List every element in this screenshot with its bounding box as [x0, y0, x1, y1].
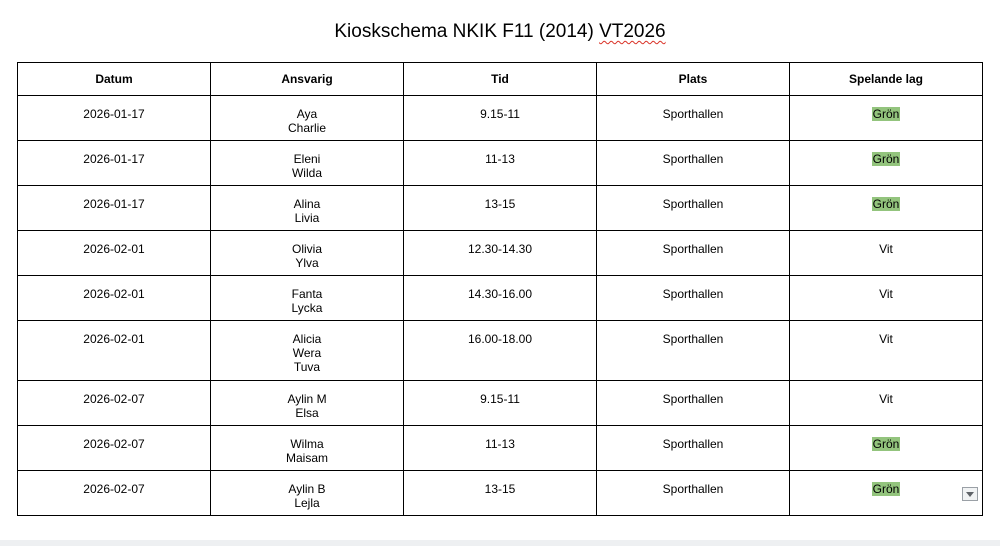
table-row [18, 186, 983, 231]
cell-ansvarig[interactable] [211, 141, 404, 186]
cell-ansvarig[interactable] [211, 321, 404, 381]
bottom-scroll-area [0, 540, 1000, 546]
table-row [18, 231, 983, 276]
person-name: Alina [293, 197, 321, 211]
table-row [18, 141, 983, 186]
person-name: Eleni [293, 152, 321, 166]
title-text: Kioskschema NKIK F11 (2014) [334, 21, 600, 42]
person-name: Lycka [291, 301, 323, 315]
cell-spelande-lag[interactable] [790, 471, 983, 516]
cell-spelande-lag[interactable] [790, 426, 983, 471]
table-row [18, 321, 983, 381]
cell-datum[interactable]: 2026-01-17 [18, 186, 211, 231]
cell-datum[interactable]: 2026-02-01 [18, 231, 211, 276]
cell-tid[interactable]: 16.00-18.00 [404, 321, 597, 381]
person-name: Aya [296, 107, 318, 121]
chevron-down-icon [966, 492, 974, 497]
schedule-body [18, 96, 983, 516]
cell-plats[interactable]: Sporthallen [597, 426, 790, 471]
team-label: Grön [872, 482, 900, 496]
cell-spelande-lag[interactable] [790, 381, 983, 426]
person-name: Tuva [293, 360, 321, 374]
cell-plats[interactable]: Sporthallen [597, 96, 790, 141]
cell-ansvarig[interactable] [211, 471, 404, 516]
table-row [18, 471, 983, 516]
cell-spelande-lag[interactable] [790, 141, 983, 186]
kiosk-schedule-table [17, 62, 983, 516]
cell-plats[interactable]: Sporthallen [597, 381, 790, 426]
person-name: Lejla [294, 496, 320, 510]
team-label: Grön [872, 152, 900, 166]
cell-plats[interactable]: Sporthallen [597, 276, 790, 321]
cell-tid[interactable]: 11-13 [404, 141, 597, 186]
cell-spelande-lag[interactable] [790, 96, 983, 141]
team-label: Vit [879, 242, 893, 256]
cell-spelande-lag[interactable] [790, 231, 983, 276]
cell-ansvarig[interactable] [211, 96, 404, 141]
cell-tid[interactable]: 13-15 [404, 186, 597, 231]
cell-ansvarig[interactable] [211, 231, 404, 276]
cell-spelande-lag[interactable] [790, 186, 983, 231]
cell-tid[interactable]: 12.30-14.30 [404, 231, 597, 276]
team-label: Vit [879, 287, 893, 301]
cell-plats[interactable]: Sporthallen [597, 186, 790, 231]
cell-tid[interactable]: 14.30-16.00 [404, 276, 597, 321]
document-title [0, 20, 1000, 44]
table-row [18, 276, 983, 321]
header-ansvarig[interactable]: Ansvarig [211, 63, 404, 96]
person-name: Wilda [291, 166, 322, 180]
header-plats[interactable]: Plats [597, 63, 790, 96]
team-label: Vit [879, 392, 893, 406]
team-label: Grön [872, 107, 900, 121]
cell-datum[interactable]: 2026-02-07 [18, 471, 211, 516]
cell-tid[interactable]: 9.15-11 [404, 381, 597, 426]
header-datum[interactable]: Datum [18, 63, 211, 96]
cell-datum[interactable]: 2026-01-17 [18, 141, 211, 186]
cell-plats[interactable]: Sporthallen [597, 321, 790, 381]
team-label: Grön [872, 197, 900, 211]
table-row [18, 381, 983, 426]
header-spelande-lag[interactable]: Spelande lag [790, 63, 983, 96]
cell-ansvarig[interactable] [211, 381, 404, 426]
cell-plats[interactable]: Sporthallen [597, 471, 790, 516]
team-label: Vit [879, 332, 893, 346]
person-name: Charlie [287, 121, 326, 135]
cell-datum[interactable]: 2026-02-07 [18, 381, 211, 426]
cell-dropdown-button[interactable] [962, 487, 978, 501]
cell-spelande-lag[interactable] [790, 276, 983, 321]
team-label: Grön [872, 437, 900, 451]
person-name: Aylin B [288, 482, 326, 496]
cell-tid[interactable]: 13-15 [404, 471, 597, 516]
cell-ansvarig[interactable] [211, 186, 404, 231]
person-name: Maisam [285, 451, 328, 465]
cell-plats[interactable]: Sporthallen [597, 141, 790, 186]
title-flagged-word[interactable]: VT2026 [599, 21, 666, 42]
person-name: Fanta [291, 287, 323, 301]
person-name: Ylva [295, 256, 319, 270]
header-row [18, 63, 983, 96]
cell-spelande-lag[interactable] [790, 321, 983, 381]
cell-ansvarig[interactable] [211, 276, 404, 321]
cell-tid[interactable]: 11-13 [404, 426, 597, 471]
person-name: Olivia [291, 242, 322, 256]
person-name: Alicia [292, 332, 322, 346]
cell-datum[interactable]: 2026-02-01 [18, 276, 211, 321]
person-name: Elsa [295, 406, 319, 420]
cell-datum[interactable]: 2026-02-01 [18, 321, 211, 381]
table-row [18, 426, 983, 471]
cell-datum[interactable]: 2026-01-17 [18, 96, 211, 141]
cell-datum[interactable]: 2026-02-07 [18, 426, 211, 471]
cell-tid[interactable]: 9.15-11 [404, 96, 597, 141]
header-tid[interactable]: Tid [404, 63, 597, 96]
person-name: Wera [292, 346, 322, 360]
person-name: Aylin M [287, 392, 327, 406]
person-name: Wilma [290, 437, 324, 451]
cell-plats[interactable]: Sporthallen [597, 231, 790, 276]
table-row [18, 96, 983, 141]
person-name: Livia [294, 211, 320, 225]
cell-ansvarig[interactable] [211, 426, 404, 471]
